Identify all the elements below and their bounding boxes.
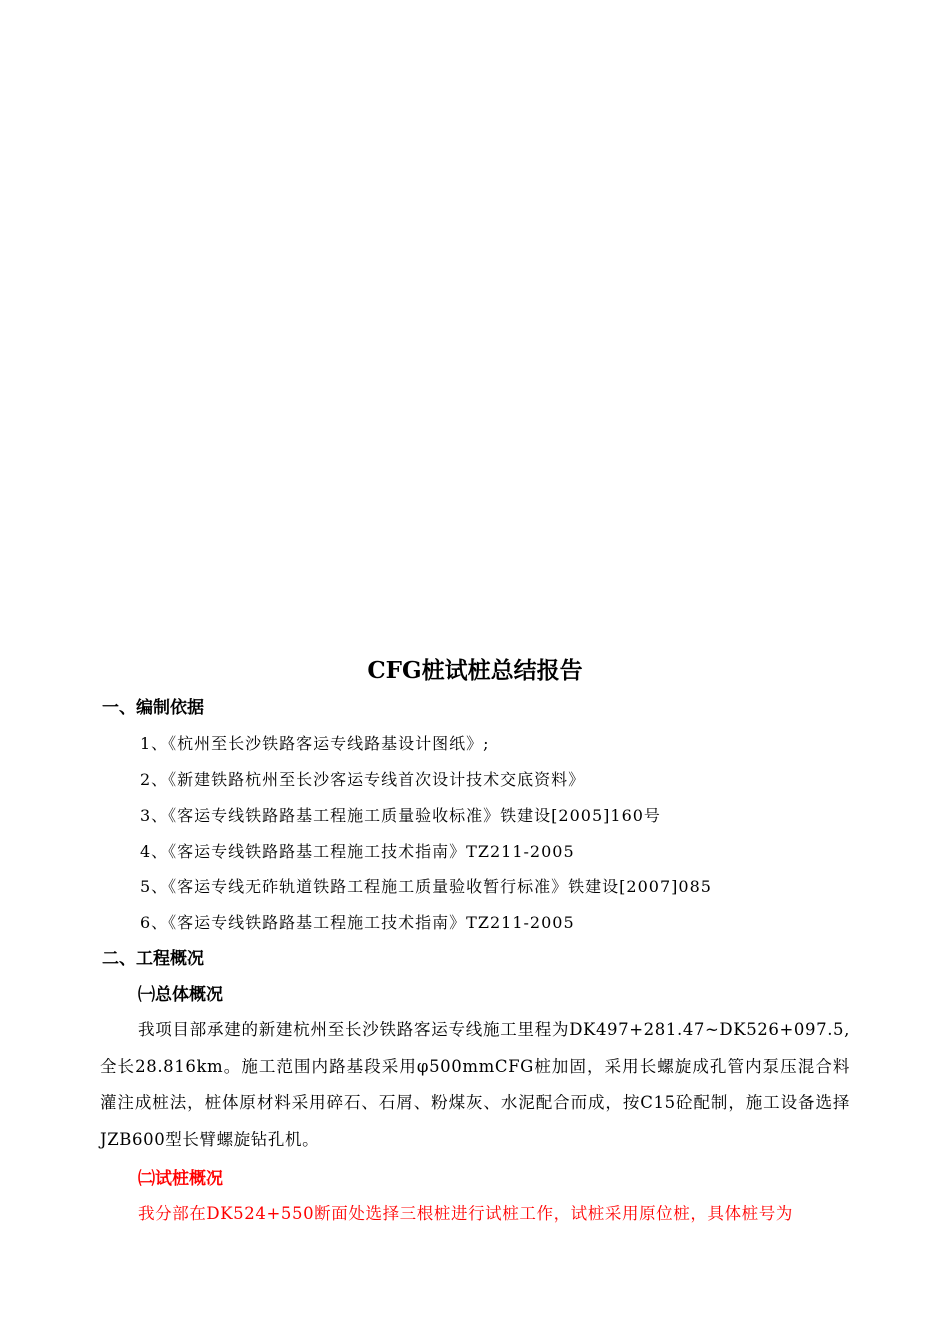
basis-item-5: 5、《客运专线无砟轨道铁路工程施工质量验收暂行标准》铁建设[2007]085 <box>140 877 712 896</box>
basis-item-1: 1、《杭州至长沙铁路客运专线路基设计图纸》; <box>140 734 490 753</box>
paragraph-test-pile-overview: 我分部在DK524+550断面处选择三根桩进行试桩工作，试桩采用原位桩，具体桩号为 <box>138 1204 793 1223</box>
basis-item-3: 3、《客运专线铁路路基工程施工质量验收标准》铁建设[2005]160号 <box>140 806 661 825</box>
subheading-test-pile-overview: ㈡试桩概况 <box>138 1169 223 1189</box>
document-title: CFG桩试桩总结报告 <box>367 657 583 684</box>
basis-item-6: 6、《客运专线铁路路基工程施工技术指南》TZ211-2005 <box>140 913 575 932</box>
subheading-general-overview: ㈠总体概况 <box>138 985 223 1005</box>
paragraph-general-overview: 我项目部承建的新建杭州至长沙铁路客运专线施工里程为DK497+281.47~DK526+097.5,全长28.816km。施工范围内路基段采用φ500mmCFG桩加固，采用长螺旋成孔管内泵压混合料灌注成桩法，桩体原材料采用碎石、石屑、粉煤灰、水泥配合而成，按C15砼配制，施工设备选择JZB600型长臂螺旋钻孔机。 <box>100 1020 850 1149</box>
section-heading-basis: 一、编制依据 <box>102 698 204 718</box>
basis-item-2: 2、《新建铁路杭州至长沙客运专线首次设计技术交底资料》 <box>140 770 586 789</box>
section-heading-overview: 二、工程概况 <box>102 949 204 969</box>
basis-item-4: 4、《客运专线铁路路基工程施工技术指南》TZ211-2005 <box>140 842 575 861</box>
